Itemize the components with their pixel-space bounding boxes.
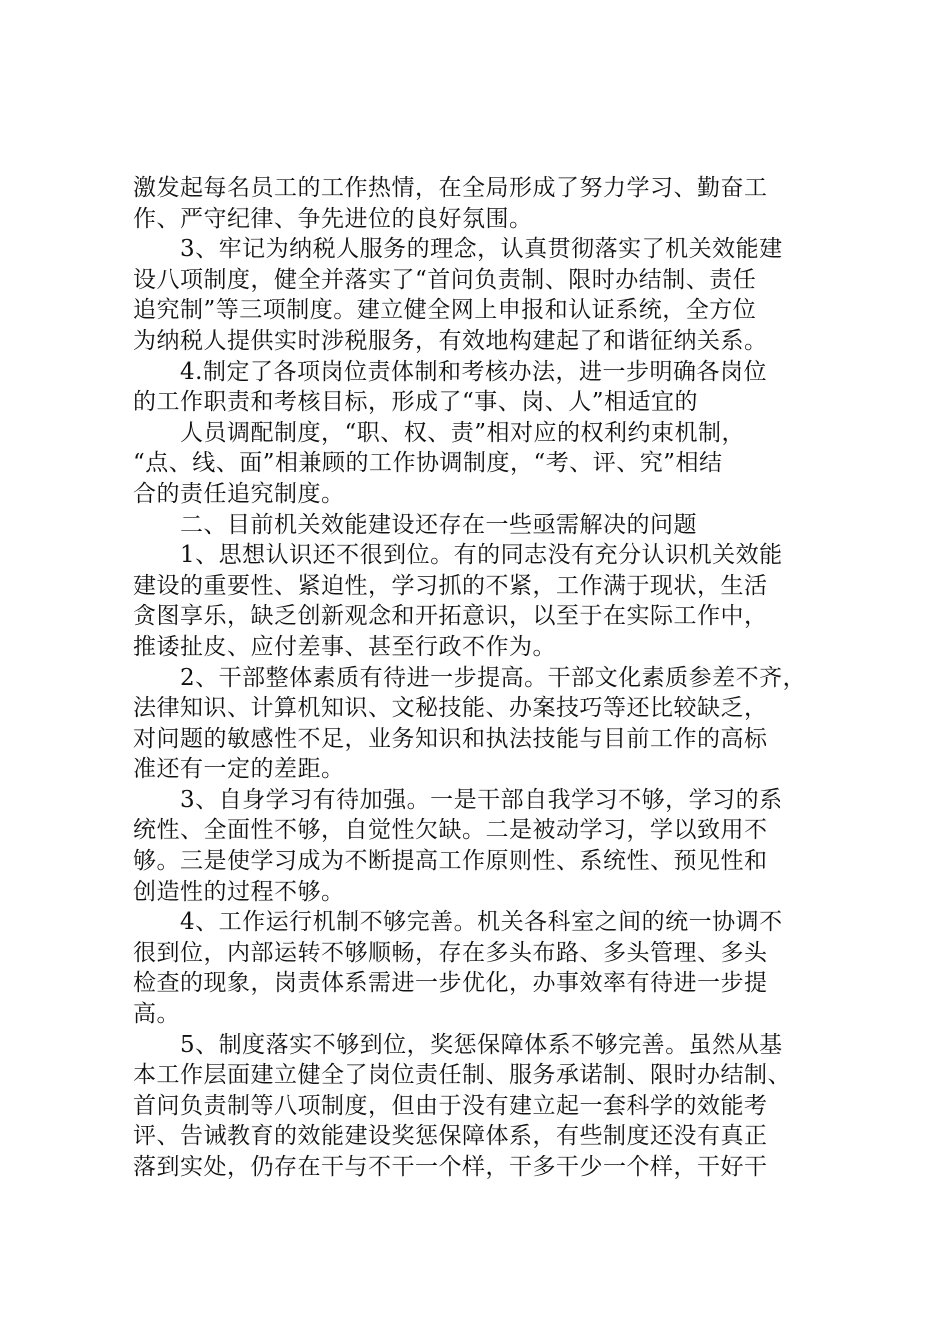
document-line: 够。三是使学习成为不断提高工作原则性、系统性、预见性和 [133,848,768,875]
document-line: 检查的现象，岗责体系需进一步优化，办事效率有待进一步提 [133,970,768,997]
document-line: 很到位，内部运转不够顺畅，存在多头布路、多头管理、多头 [133,939,768,966]
document-line: 1、思想认识还不很到位。有的同志没有充分认识机关效能 [180,542,783,569]
document-line: 法律知识、计算机知识、文秘技能、办案技巧等还比较缺乏， [133,695,768,722]
document-line: 追究制”等三项制度。建立健全网上申报和认证系统，全方位 [133,297,757,324]
document-line: 准还有一定的差距。 [133,756,345,783]
document-line: 二、目前机关效能建设还存在一些亟需解决的问题 [180,511,697,538]
document-line: 首问负责制等八项制度，但由于没有建立起一套科学的效能考 [133,1092,768,1119]
document-line: 本工作层面建立健全了岗位责任制、服务承诺制、限时办结制、 [133,1062,791,1089]
document-line: 落到实处，仍存在干与不干一个样，干多干少一个样，干好干 [133,1154,768,1180]
document-line: 的工作职责和考核目标，形成了“事、岗、人”相适宜的 [133,389,699,416]
document-line: 统性、全面性不够，自觉性欠缺。二是被动学习，学以致用不 [133,817,768,844]
document-line: 贪图享乐，缺乏创新观念和开拓意识，以至于在实际工作中， [133,603,768,630]
document-line: 评、告诫教育的效能建设奖惩保障体系，有些制度还没有真正 [133,1123,768,1150]
document-line: 创造性的过程不够。 [133,878,345,905]
document-line: 为纳税人提供实时涉税服务，有效地构建起了和谐征纳关系。 [133,327,768,354]
document-line: 3、自身学习有待加强。一是干部自我学习不够，学习的系 [180,786,783,813]
document-line: 对问题的敏感性不足，业务知识和执法技能与目前工作的高标 [133,725,768,752]
document-line: 高。 [133,1001,180,1028]
document-line: 3、牢记为纳税人服务的理念，认真贯彻落实了机关效能建 [180,236,783,263]
document-line: 人员调配制度，“职、权、责”相对应的权利约束机制， [180,419,746,446]
document-line: “点、线、面”相兼顾的工作协调制度，“考、评、究”相结 [133,450,723,477]
document-line: 设八项制度，健全并落实了“首问负责制、限时办结制、责任 [133,266,757,293]
document-line: 4、工作运行机制不够完善。机关各科室之间的统一协调不 [180,909,783,936]
document-line: 激发起每名员工的工作热情，在全局形成了努力学习、勤奋工 [133,175,768,201]
document-line: 推诿扯皮、应付差事、甚至行政不作为。 [133,633,556,660]
document-line: 建设的重要性、紧迫性，学习抓的不紧，工作满于现状，生活 [133,572,768,599]
document-line: 合的责任追究制度。 [133,480,345,507]
document-line: 4.制定了各项岗位责体制和考核办法，进一步明确各岗位 [180,358,767,385]
document-line: 作、严守纪律、争先进位的良好氛围。 [133,205,533,232]
document-line: 5、制度落实不够到位，奖惩保障体系不够完善。虽然从基 [180,1031,783,1058]
document-body [133,173,833,1183]
document-line: 2、干部整体素质有待进一步提高。干部文化素质参差不齐， [180,664,807,691]
